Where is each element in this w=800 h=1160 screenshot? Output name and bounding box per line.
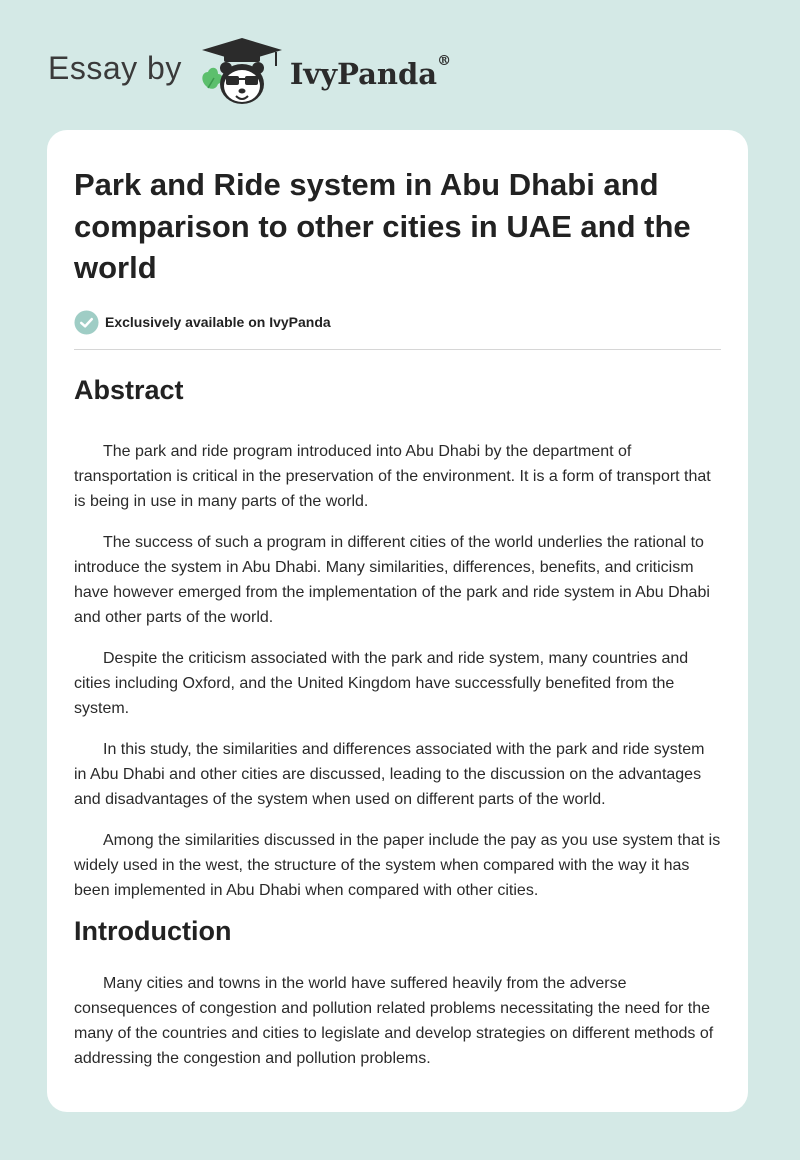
registered-mark: ® bbox=[437, 53, 452, 69]
paragraph: Among the similarities discussed in the paper include the pay as you use system that is widely used in the west, the structure of the system when compared with the way it has been implemented in Abu Dhabi when compared with other cities. bbox=[74, 831, 721, 899]
brand-name[interactable]: IvyPanda® bbox=[289, 53, 452, 91]
essay-title: Park and Ride system in Abu Dhabi and comparison to other cities in UAE and the world bbox=[74, 167, 691, 285]
essay-card bbox=[47, 130, 748, 1112]
abstract-body bbox=[74, 439, 721, 903]
paragraph: Many cities and towns in the world have suffered heavily from the adverse consequences of congestion and pollution related problems necessitating the need for the many of the countries and cities to legislate and develop strategies on different methods of addressing the congestion and pollution problems. bbox=[74, 974, 714, 1067]
paragraph: The park and ride program introduced into Abu Dhabi by the department of transportation is critical in the preservation of the environment. It is a form of transport that is being in use in many parts of the world. bbox=[74, 442, 711, 510]
panda-logo-icon[interactable] bbox=[196, 36, 288, 108]
badge-text: Exclusively available on IvyPanda bbox=[105, 314, 331, 330]
paragraph: The success of such a program in different cities of the world underlies the rational to introduce the system in Abu Dhabi. Many similarities, differences, benefits, and criticism have however emerged from the implementation of the park and ride system in Abu Dhabi and other parts of the world. bbox=[74, 533, 710, 626]
site-header bbox=[48, 36, 451, 108]
check-circle-icon bbox=[74, 310, 99, 335]
introduction-body bbox=[74, 971, 721, 1071]
title-divider bbox=[74, 349, 721, 350]
section-heading-introduction: Introduction bbox=[74, 915, 232, 946]
brand-prefix: Essay by bbox=[48, 49, 182, 86]
paragraph: In this study, the similarities and differences associated with the park and ride system in Abu Dhabi and other cities are discussed, leading to the discussion on the advantages and disadvantages of the system when used on different parts of the world. bbox=[74, 740, 705, 808]
section-heading-abstract: Abstract bbox=[74, 374, 184, 405]
paragraph: Despite the criticism associated with the park and ride system, many countries and cities including Oxford, and the United Kingdom have successfully benefited from the system. bbox=[74, 649, 689, 717]
exclusive-badge bbox=[74, 310, 721, 335]
